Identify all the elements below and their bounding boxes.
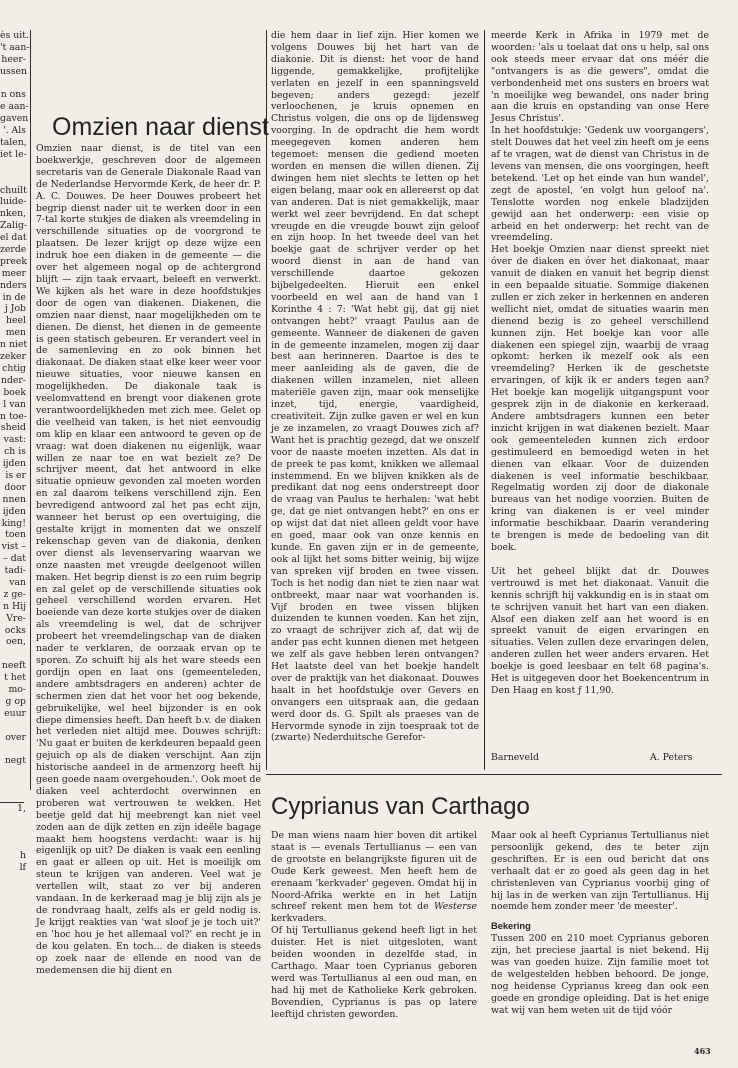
gutter-fragment: iet le-	[0, 148, 27, 160]
gutter-fragment: n ons	[0, 89, 26, 101]
gutter-fragment: chtig	[2, 362, 26, 374]
gutter-fragment	[0, 767, 26, 779]
gutter-fragment: e aan-	[0, 101, 29, 113]
gutter-fragment: n toe-	[0, 410, 27, 422]
gutter-fragment: is er	[5, 469, 26, 481]
gutter-fragment	[0, 161, 26, 173]
article1-col3-para-2: In het hoofdstukje: 'Gedenk uw voorgangers', stelt Douwes dat het veel zin heeft om je eens af te vragen, wat de dienst van Christus in de levens van mensen, die ons voorgingen, heeft betekend. 'Let op het einde van hun wandel', zegt de apostel, 'en volgt hun geloof na'. Tenslotte worden nog enkele bladzijden gewijd aan het onderwerp: een visie op arbeid en het onderwerp: het recht van de vreemdeling.	[491, 125, 709, 244]
gutter-fragment: zeker	[0, 351, 26, 363]
gutter-fragment: ch is	[4, 446, 26, 458]
gutter-fragment: van	[9, 576, 26, 588]
article2-col1-para-2: Of hij Tertullianus gekend heeft ligt in het duister. Het is niet uitgesloten, want beiden woonden in dezelfde stad, in Carthago. Maar toen Cyprianus geboren werd was Tertullianus al een oud man, en had hij met de Katholieke Kerk gebroken. Bovendien, Cyprianus is pas op latere leeftijd christen geworden.	[271, 925, 477, 1020]
left-gutter-fragments	[0, 30, 30, 874]
article-title-omzien: Omzien naar dienst	[52, 113, 269, 141]
gutter-fragment: nnen	[2, 493, 26, 505]
gutter-fragment: door	[4, 481, 26, 493]
gutter-fragment	[0, 173, 26, 185]
gutter-fragment: nken,	[0, 208, 27, 220]
gutter-fragment: chuilt	[0, 184, 27, 196]
gutter-fragment: meer	[1, 267, 26, 279]
gutter-fragment: tadi-	[4, 565, 26, 577]
gutter-fragment: g op	[5, 695, 26, 707]
article2-intro-text: De man wiens naam hier boven dit artikel staat is — evenals Tertullianus — een van de grootste en belangrijkste figuren uit de Oude Kerk geweest. Men heeft hem de erenaam 'kerkvader' gegeven. Omdat hij in Noord-Afrika werkte en in het Latijn schreef rekent men hem tot de	[271, 830, 477, 913]
gutter-fragment: 't aan-	[0, 41, 30, 53]
article2-intro-italic: Westerse	[433, 901, 477, 913]
gutter-fragment: heel	[6, 315, 26, 327]
gutter-fragment: negt	[4, 755, 26, 767]
article2-column-2	[491, 830, 709, 1040]
gutter-fragment: nder-	[0, 374, 26, 386]
gutter-fragment: – dat	[3, 553, 26, 565]
gutter-fragment: in de	[2, 291, 26, 303]
article1-col1-text: Omzien naar dienst, is de titel van een boekwerkje, geschreven door de algemeen secretaris van de Generale Diakonale Raad van de Nederlandse Hervormde Kerk, de heer dr. P. A. C. Douwes. De heer Douwes probeert het begrip dienst nader uit te werken door in een 7-tal korte stukjes de diaken als vreemdeling in verschillende situaties op de voorgrond te plaatsen. De lezer krijgt op deze wijze een indruk hoe een diaken in de gemeente — die over het algemeen nogal op de achtergrond blijft — zijn taak ervaart, beleeft en verwerkt. We kijken als het ware in deze hoofdstukjes door de ogen van diakenen. Diakenen, die omzien naar dienst, naar mogelijkheden om te dienen. De dienst, het dienen in de gemeente is geen statisch gebeuren. Er verandert veel in de samenleving en zo ook binnen het diakonaat. De diaken staat elke keer weer voor nieuwe situaties, voor nieuwe kansen en mogelijkheden. De diakonale taak is veelomvattend en brengt voor diakenen grote verantwoordelijkheden met zich mee. Gelet op die veelheid van taken, is het niet eenvoudig om klip en klaar een antwoord te geven op de vraag: wat doen diakenen nu eigenlijk, waar willen ze naar toe en wat bezielt ze? De schrijver meent, dat het antwoord in elke situatie opnieuw gevonden zal moeten worden en zal daarom telkens verschillend zijn. Een bevredigend antwoord zal het pas echt zijn, wanneer het berust op een overtuiging, die gestalte krijgt in momenten dat we onszelf rekenschap geven van de diakonia, denken over dienst als levenservaring waarvan we onze naasten met vreugde deelgenoot willen maken. Het begrip dienst is zo een ruim begrip en zal gelet op de verschillende situaties ook geheel verschillend worden ervaren. Het boeiende van deze korte stukjes over de diaken als vreemdeling is wel, dat de schrijver probeert het vreemdelingschap van de diaken nader te verklaren, de oorzaak ervan op te sporen. Zo schuift hij als het ware steeds een gordijn open en laat ons (gemeenteleden, andere ambtsdragers en anderen) achter de schermen zien dat het voor het oog bekende, gebruikelijke, wel heel bijzonder is en ook diepe dimensies heeft. Dan heeft b.v. de diaken het verleden niet altijd mee. Douwes schrijft: 'Nu gaat er buiten de kerkdeuren bepaald geen gejuich op als de diaken verschijnt. Aan zijn historische aandeel in de armenzorg heeft hij geen goede naam overgehouden.'. Ook moet de diaken veel achterdocht overwinnen en proberen wat vertrouwen te wekken. Het beetje geld dat hij meebrengt kan niet veel zoden aan de dijk zetten en zijn ideële bagage maakt hem hoogstens verdacht: waar is hij eigenlijk op uit? De diaken is vaak een eenling en gaat er alleen op uit. Het is moeilijk om steun te krijgen van anderen. Veel wat je vertellen wilt, staat zo ver bij anderen vandaan. In de kerkeraad mag je blij zijn als je de rondvraag haalt, zelfs als er geld nodig is. Je krijgt reakties van 'wat sloof je je toch uit?' en 'hoc hou je het allemaal vol?' en recht je in de kou gelaten. En toch... de diaken is steeds op zoek naar de ellende en nood van de medemensen die hij dient en	[36, 143, 261, 976]
gutter-fragment: men	[5, 327, 26, 339]
gutter-fragment: t het	[4, 672, 26, 684]
signature-place: Barneveld	[491, 752, 539, 763]
gutter-fragment: ès uit.	[0, 30, 29, 41]
article-separator-rule	[266, 774, 722, 775]
gutter-fragment: lf	[19, 862, 26, 874]
gutter-fragment	[0, 827, 26, 839]
gutter-fragment: king!	[1, 517, 26, 529]
article1-col3-para-1: meerde Kerk in Afrika in 1979 met de woorden: 'als u toelaat dat ons u help, sal ons ook steeds meer ervaar dat ons méér die "ontvangers is as die gewers", omdat die verbondenheid met ons susters en broers wat 'n moeilijke weg bewandel, ons nader bring aan die kruis en opstanding van onse Here Jesus Christus'.	[491, 30, 709, 125]
gutter-fragment	[0, 815, 26, 827]
gutter-fragment: ijden	[2, 505, 26, 517]
gutter-fragment: euur	[4, 707, 26, 719]
gutter-fragment: ussen	[0, 65, 28, 77]
article2-intro-end: kerkvaders.	[271, 913, 327, 925]
gutter-fragment: boek	[3, 386, 26, 398]
article1-column-3	[491, 30, 709, 740]
article2-col1-para-1	[271, 830, 477, 925]
signature-author: A. Peters	[650, 752, 693, 763]
column-rule-right	[484, 30, 485, 770]
article1-col3-para-3: Het boekje Omzien naar dienst spreekt niet óver de diaken en óver het diakonaat, maar vanuit de diaken en vanuit het begrip dienst in een bepaalde situatie. Sommige diakenen zullen er zich zeker in herkennen en anderen wellicht niet, omdat de situaties waarin men dienend bezig is zo geheel verschillend kunnen zijn. Het boekje kan voor alle diakenen een spiegel zijn, waarbij de vraag opkomt: herken ik mezelf ook als een vreemdeling? Herken ik de geschetste ervaringen, of kijk ik er anders tegen aan? Het boekje kan mogelijk uitgangspunt voor gesprek zijn in de diakonie en kerkeraad. Andere ambtsdragers kunnen een beter inzicht krijgen in wat diakenen bezielt. Maar ook gemeenteleden kunnen zich erdoor gestimuleerd en bemoedigd weten in het dienen van elkaar. Voor de duizenden diakenen is veel informatie beschikbaar. Regelmatig worden zij door de diakonale bureaus van het nodige voorzien. Buiten de kring van diakenen is er veel minder informatie beschikbaar. Daarin verandering te brengen is mede de bedoeling van dit boek.	[491, 244, 709, 553]
gutter-fragment: vist –	[1, 541, 26, 553]
gutter-fragment: l van	[3, 398, 26, 410]
gutter-fragment: ijden	[2, 458, 26, 470]
gutter-rule	[0, 802, 24, 803]
gutter-fragment: Vre-	[6, 612, 26, 624]
gutter-fragment	[0, 779, 26, 791]
gutter-fragment: nders	[0, 279, 27, 291]
gutter-fragment	[0, 743, 26, 755]
gutter-fragment: preek	[0, 255, 28, 267]
gutter-fragment: n Hij	[3, 600, 26, 612]
gutter-fragment: ocks	[4, 624, 26, 636]
gutter-fragment: j Job	[4, 303, 26, 315]
gutter-fragment: gaven	[0, 113, 29, 125]
gutter-fragment	[0, 78, 26, 90]
gutter-fragment: oen,	[5, 636, 26, 648]
gutter-fragment: n niet	[0, 339, 28, 351]
article1-col2-text: die hem daar in lief zijn. Hier komen we volgens Douwes bij het hart van de diakonie. Dit is dienst: het voor de hand liggende, gemakkelijke, profijtelijke verlaten en jezelf in een spanningsveld begeven; anders gezegd: jezelf verloochenen, je kruis opnemen en Christus volgen, die ons op de lijdensweg voorging. In de opdracht die hem wordt meegegeven komen anderen hem tegemoet: mensen die gediend moeten worden en mensen die willen dienen. Zij dwingen hem niet slechts te letten op het eigen belang, maar ook en allereerst op dat van anderen. Dat is niet gemakkelijk, maar werkt wel zeer bevrijdend. En dat schept vreugde en die vreugde bouwt zijn geloof en zijn hoop. In het tweede deel van het boekje gaat de schrijver verder op het woord dienst in aan de hand van verschillende daartoe gekozen bijbelgedeelten. Hieruit een enkel voorbeeld en wel aan de hand van 1 Korinthe 4 : 7: 'Wat hebt gij, dat gij niet ontvangen hebt?' vraagt Paulus aan de gemeente. Wanneer de diakenen de gaven in de gemeente inzamelen, mogen zij daar best aan herinneren. Daartoe is des te meer aanleiding als de gaven, die de diakenen willen inzamelen, niet alleen materiële gaven zijn, maar ook menselijke inzet, tijd, energie, vaardigheid, creativiteit. Zijn zulke gaven er wel en kun je ze inzamelen, zo vraagt Douwes zich af? Want het is prachtig gezegd, dat we onszelf voor de naaste moeten inzetten. Als dat in de preek te pas komt, knikken we allemaal instemmend. En we blijven knikken als de predikant dat nog eens onderstreept door de vraag van Paulus te herhalen: 'wat hebt ge, dat ge niet ontvangen hebt?' en ons er op wijst dat dat niet alleen geldt voor have en goed, maar ook van onze kennis en kunde. En gaven zijn er in de gemeente, ook al lijkt het soms bitter weinig, bij wijze van spreken vijf broden en twee vissen. Toch is het nodig dan niet te zien naar wat ontbreekt, maar naar wat voorhanden is. Vijf broden en twee vissen blijken duizenden te kunnen voeden. Kan het zijn, zo vraagt de schrijver zich af, dat wij de ander pas echt kunnen dienen met hetgeen we zelf als gave hebben leren ontvangen? Het laatste deel van het boekje handelt over de praktijk van het diakonaat. Douwes haalt in het hoofdstukje over Gevers en onvangers een uitspraak aan, die gedaan werd door ds. G. Spilt als praeses van de Hervormde synode in zijn toespraak tot de (zwarte) Nederduitsche Gerefor-	[271, 30, 479, 744]
gutter-fragment: toen	[5, 529, 26, 541]
gutter-fragment: '. Als	[3, 125, 26, 137]
article1-column-2	[271, 30, 479, 768]
article1-col3-para-4: Uit het geheel blijkt dat dr. Douwes vertrouwd is met het diakonaat. Vanuit die kennis schrijft hij vakkundig en is in staat om te schrijven vanuit het hart van een diaken. Alsof een diaken zelf aan het woord is en spreekt vanuit de eigen ervaringen en situaties. Velen zullen deze ervaringen delen, anderen zullen het weer anders ervaren. Het boekje is goed leesbaar en telt 68 pagina's. Het is uitgegeven door het Boekencentrum in Den Haag en kost ƒ 11,90.	[491, 565, 709, 696]
page-number: 463	[694, 1046, 711, 1056]
gutter-fragment	[0, 720, 26, 732]
article2-column-1	[271, 830, 477, 1040]
gutter-fragment: vast:	[3, 434, 26, 446]
gutter-fragment: el dat	[0, 232, 27, 244]
gutter-fragment	[0, 839, 26, 851]
gutter-fragment: z ge-	[3, 588, 26, 600]
gutter-fragment: 1,	[17, 802, 26, 814]
article1-column-1	[36, 143, 261, 976]
gutter-fragment: luide-	[0, 196, 27, 208]
gutter-fragment: talen,	[0, 137, 27, 149]
article2-col2-para-2: Tussen 200 en 210 moet Cyprianus geboren zijn, het preciese jaartal is niet bekend. Hij was van goeden huize. Zijn familie moet tot de welgestelden hebben behoord. De jonge, nog heidense Cyprianus kreeg dan ook een goede en grondige opleiding. Dat is het enige wat wij van hem weten uit de tijd vóór	[491, 933, 709, 1016]
article2-subhead-bekering: Bekering	[491, 921, 531, 932]
gutter-fragment	[0, 648, 26, 660]
gutter-fragment: mo-	[8, 683, 26, 695]
gutter-fragment: heer-	[1, 53, 26, 65]
column-rule-left	[30, 30, 31, 790]
article2-col2-para-1: Maar ook al heeft Cyprianus Tertullianus niet persoonlijk gekend, des te beter zijn geschriften. Er is een oud bericht dat ons verhaalt dat er zo goed als geen dag in het christenleven van Cyprianus voorbij ging of hij las in de werken van zijn Tertullianus. Hij noemde hem zonder meer 'de meester'.	[491, 830, 709, 913]
article-title-cyprianus: Cyprianus van Carthago	[271, 793, 530, 820]
gutter-fragment: neeft	[1, 660, 26, 672]
gutter-fragment: Zalig-	[0, 220, 28, 232]
gutter-fragment: over	[5, 731, 26, 743]
gutter-fragment: zerde	[0, 244, 27, 256]
gutter-fragment: h	[20, 850, 26, 862]
gutter-fragment: sheid	[0, 422, 26, 434]
